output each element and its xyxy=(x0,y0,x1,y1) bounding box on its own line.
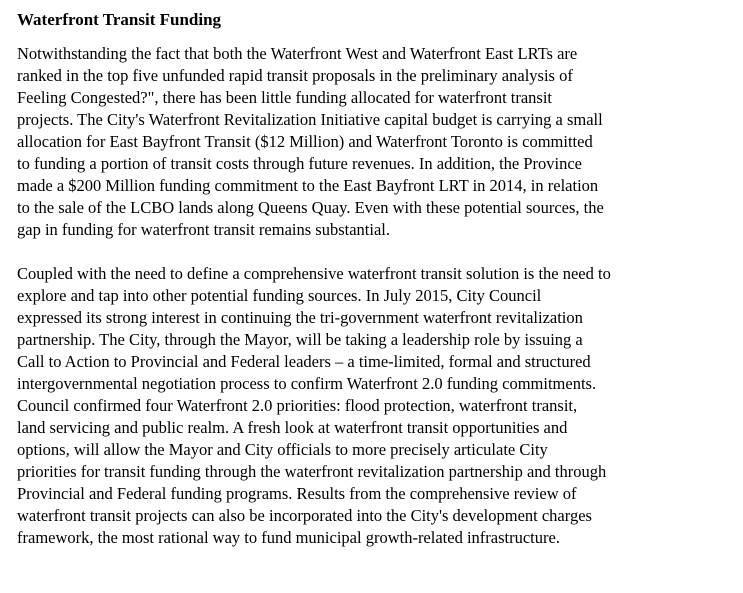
paragraph-1-line-3: Feeling Congested?", there has been little funding allocated for waterfront transit xyxy=(17,88,553,107)
paragraph-1-line-9: gap in funding for waterfront transit remains substantial. xyxy=(17,220,390,239)
paragraph-1-line-7: made a $200 Million funding commitment to the East Bayfront LRT in 2014, in relation xyxy=(17,176,599,195)
paragraph-2-line-8: land servicing and public realm. A fresh look at waterfront transit opportunities and xyxy=(17,418,568,437)
paragraph-1-line-6: to funding a portion of transit costs through future revenues. In addition, the Province xyxy=(17,154,583,173)
paragraph-1-line-8: to the sale of the LCBO lands along Queens Quay. Even with these potential sources, the xyxy=(17,198,604,217)
paragraph-2-line-3: expressed its strong interest in continuing the tri-government waterfront revitalization xyxy=(17,308,583,327)
paragraph-2 xyxy=(17,263,729,549)
paragraph-2-line-10: priorities for transit funding through the waterfront revitalization partnership and through xyxy=(17,462,607,481)
paragraph-2-line-2: explore and tap into other potential funding sources. In July 2015, City Council xyxy=(17,286,542,305)
paragraph-1-line-2: ranked in the top five unfunded rapid transit proposals in the preliminary analysis of xyxy=(17,66,573,85)
paragraph-2-line-5: Call to Action to Provincial and Federal leaders – a time-limited, formal and structured xyxy=(17,352,591,371)
paragraph-spacer xyxy=(17,241,729,263)
paragraph-2-line-6: intergovernmental negotiation process to confirm Waterfront 2.0 funding commitments. xyxy=(17,374,597,393)
paragraph-2-line-1: Coupled with the need to define a comprehensive waterfront transit solution is the need to xyxy=(17,264,611,283)
paragraph-2-line-4: partnership. The City, through the Mayor, will be taking a leadership role by issuing a xyxy=(17,330,583,349)
paragraph-2-line-13: framework, the most rational way to fund municipal growth-related infrastructure. xyxy=(17,528,560,547)
paragraph-2-line-12: waterfront transit projects can also be incorporated into the City's development charges xyxy=(17,506,592,525)
paragraph-2-line-9: options, will allow the Mayor and City officials to more precisely articulate City xyxy=(17,440,548,459)
paragraph-1-line-5: allocation for East Bayfront Transit ($12 Million) and Waterfront Toronto is committed xyxy=(17,132,593,151)
paragraph-1-line-1: Notwithstanding the fact that both the Waterfront West and Waterfront East LRTs are xyxy=(17,44,578,63)
section-heading: Waterfront Transit Funding xyxy=(17,10,222,29)
paragraph-1-line-4: projects. The City's Waterfront Revitalization Initiative capital budget is carrying a small xyxy=(17,110,603,129)
paragraph-1 xyxy=(17,43,729,241)
paragraph-2-line-11: Provincial and Federal funding programs. Results from the comprehensive review of xyxy=(17,484,577,503)
paragraph-2-line-7: Council confirmed four Waterfront 2.0 priorities: flood protection, waterfront transit, xyxy=(17,396,578,415)
